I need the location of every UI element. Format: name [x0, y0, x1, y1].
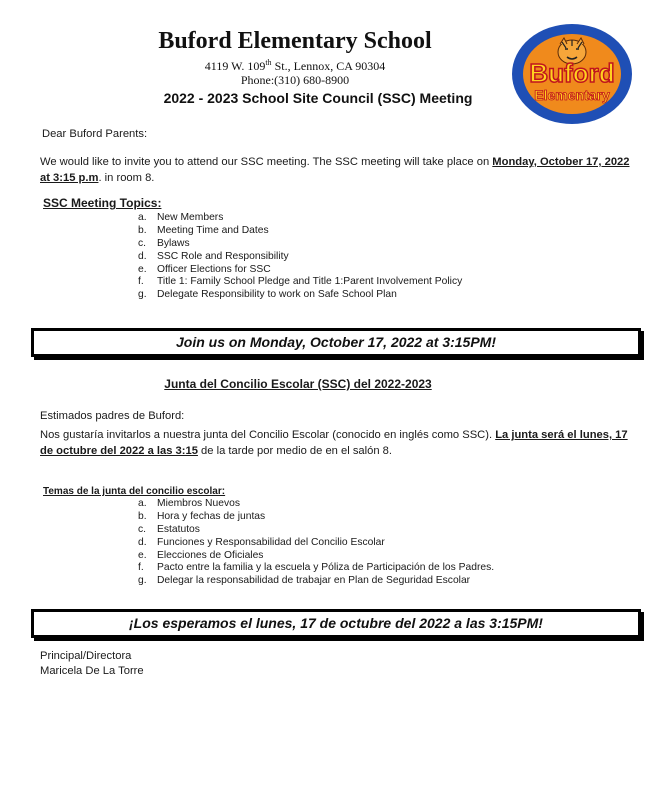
- spanish-banner: ¡Los esperamos el lunes, 17 de octubre del 2022 a las 3:15PM!: [31, 609, 641, 638]
- english-banner: Join us on Monday, October 17, 2022 at 3:15PM!: [31, 328, 641, 357]
- school-name: Buford Elementary School: [158, 28, 432, 54]
- english-greeting: Dear Buford Parents:: [42, 128, 148, 140]
- signature-name: Maricela De La Torre: [40, 665, 144, 677]
- english-topics-heading: SSC Meeting Topics:: [43, 196, 162, 210]
- meeting-title: 2022 - 2023 School Site Council (SSC) Meeting: [163, 90, 473, 106]
- spanish-intro: Nos gustaría invitarlos a nuestra junta del Concilio Escolar (conocido en inglés como SSC). La junta será el lunes, 17 de octubre del 2022 a las 3:15 de la tarde por medio de en el salón 8.: [40, 429, 628, 457]
- spanish-title: Junta del Concilio Escolar (SSC) del 2022-2023: [164, 377, 432, 391]
- school-address: 4119 W. 109th St., Lennox, CA 90304: [204, 58, 386, 73]
- school-logo: [510, 22, 634, 126]
- school-phone: Phone:(310) 680-8900: [240, 73, 350, 87]
- spanish-greeting: Estimados padres de Buford:: [40, 410, 185, 422]
- svg-text:Buford: Buford: [529, 58, 615, 88]
- spanish-topics-heading: Temas de la junta del concilio escolar:: [43, 486, 226, 497]
- svg-text:Elementary: Elementary: [534, 87, 610, 103]
- english-intro: We would like to invite you to attend our SSC meeting. The SSC meeting will take place on Monday, October 17, 2022 at 3:15 p.m. in room 8.: [40, 156, 630, 184]
- signature-title: Principal/Directora: [40, 650, 132, 662]
